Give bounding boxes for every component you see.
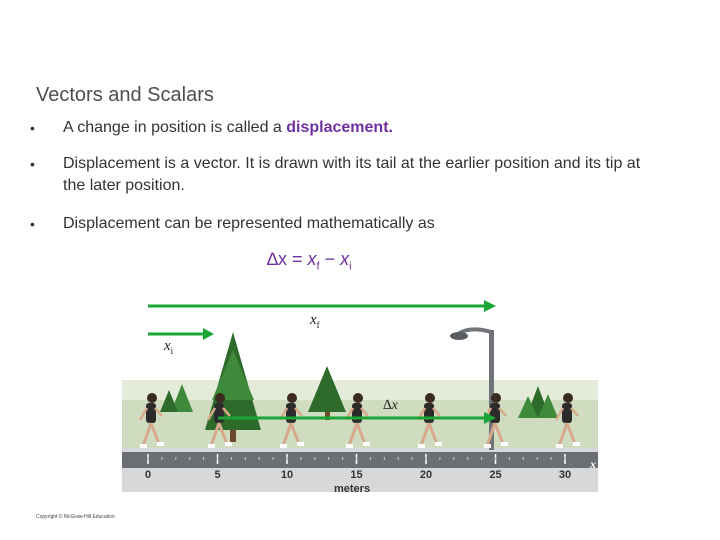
- dx-label: ∆x: [383, 398, 398, 413]
- equation-lhs: ∆x =: [267, 249, 303, 269]
- axis-unit-label: meters: [334, 483, 371, 495]
- bullet-dot: •: [30, 156, 35, 172]
- xf-arrow-head: [484, 300, 496, 312]
- bullet-text: Displacement can be represented mathematically as: [63, 215, 435, 232]
- bullet-dot: •: [30, 216, 35, 232]
- bullet-highlight: displacement.: [286, 119, 393, 136]
- bullet-text: A change in position is called a: [63, 119, 287, 136]
- axis-tick-label: 30: [558, 469, 572, 481]
- axis-tick-label: 10: [280, 469, 294, 481]
- bullet-text: Displacement is a vector. It is drawn with its tail at the earlier position and its tip at the later position.: [63, 155, 641, 194]
- axis-tick-label: 0: [144, 469, 152, 481]
- equation-xi: $x_i$: [340, 249, 352, 273]
- xi-arrow-head: [203, 328, 214, 340]
- equation-xf: $x_f$: [307, 249, 320, 273]
- axis-tick-label: 15: [350, 469, 363, 481]
- axis-tick-label: 20: [419, 469, 433, 481]
- bullet-dot: •: [30, 120, 35, 136]
- xf-label: $x_f$: [310, 312, 320, 330]
- slide-title: Vectors and Scalars: [36, 84, 214, 106]
- axis-tick-label: 25: [489, 469, 502, 481]
- axis-tick-label: 5: [214, 469, 221, 481]
- xi-label: $x_i$: [164, 338, 174, 356]
- axis-variable-label: x: [590, 457, 596, 471]
- copyright-text: Copyright © McGraw-Hill Education: [36, 514, 115, 520]
- equation-minus: −: [324, 249, 336, 269]
- ground-strip: [122, 452, 598, 468]
